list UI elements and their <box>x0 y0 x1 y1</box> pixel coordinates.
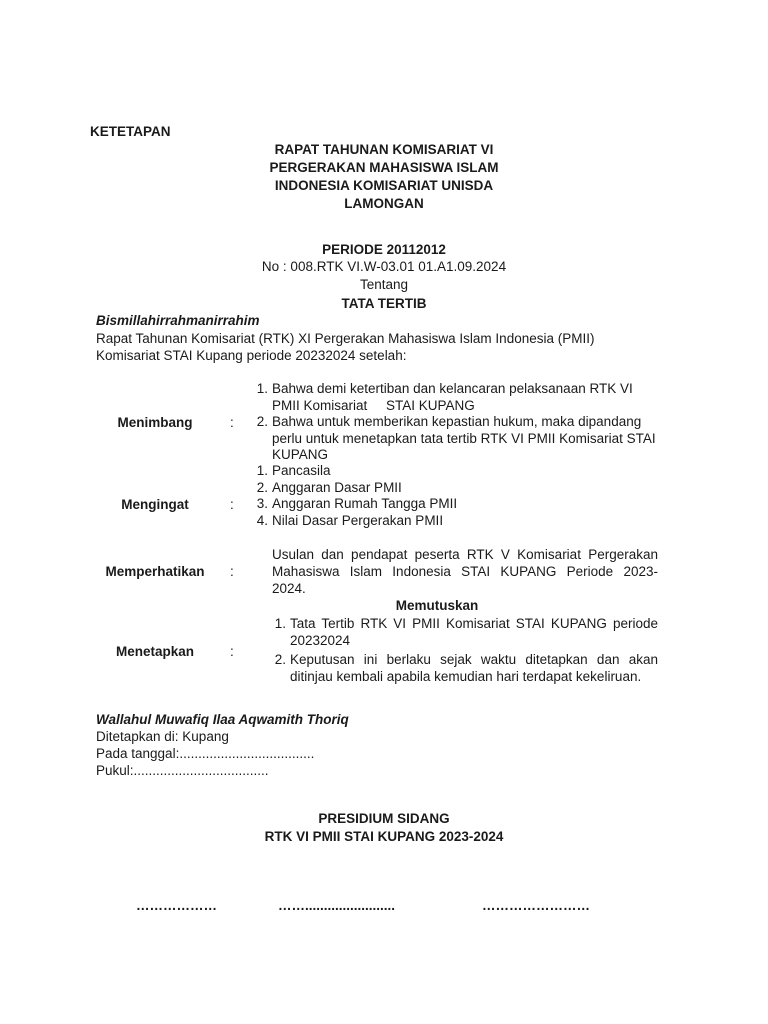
mengingat-label: Mengingat <box>121 497 189 512</box>
list-line: PMII Komisariat STAI KUPANG <box>272 397 475 413</box>
pada-tanggal: Pada tanggal:.................................... <box>96 746 315 761</box>
signature-line: …………………… <box>482 898 590 913</box>
list-line: 20232024 <box>290 633 351 648</box>
list-item <box>256 381 662 414</box>
list-line: Keputusan ini berlaku sejak waktu ditetapkan dan akan <box>290 652 658 667</box>
list-text: Anggaran Rumah Tangga PMII <box>272 496 458 511</box>
colon: : <box>230 415 234 430</box>
memutuskan-heading: Memutuskan <box>395 598 479 613</box>
colon: : <box>230 497 234 512</box>
signature-line: ……………… <box>136 898 217 913</box>
list-number: 1. <box>256 381 268 396</box>
signature-line: ……........................ <box>278 898 396 913</box>
list-number: 1. <box>256 463 268 478</box>
subject-title: TATA TERTIB <box>341 296 427 311</box>
text-line: Usulan dan pendapat peserta RTK V Komisariat Pergerakan <box>272 547 658 562</box>
list-item <box>256 479 662 497</box>
mengingat-list <box>256 463 662 529</box>
periode: PERIODE 20112012 <box>322 242 446 257</box>
list-item <box>274 615 658 649</box>
list-item <box>274 651 658 685</box>
colon: : <box>230 644 234 659</box>
text-line: Mahasiswa Islam Indonesia STAI KUPANG Periode 2023- <box>272 564 658 579</box>
list-item <box>256 496 662 513</box>
menetapkan-list <box>274 615 658 685</box>
menimbang-list <box>256 381 662 464</box>
ditetapkan-di: Ditetapkan di: Kupang <box>96 729 229 744</box>
pukul: Pukul:.................................... <box>96 763 269 778</box>
title-line: PERGERAKAN MAHASISWA ISLAM <box>269 160 499 175</box>
list-line: perlu untuk menetapkan tata tertib RTK VI PMII Komisariat STAI <box>272 430 656 446</box>
list-line: ditinjau kembali apabila kemudian hari terdapat kekeliruan. <box>290 669 642 684</box>
document-title <box>0 141 768 213</box>
list-line: KUPANG <box>272 447 329 462</box>
list-number: 2. <box>256 414 268 429</box>
list-number: 2. <box>256 479 268 495</box>
list-text: Pancasila <box>272 463 331 478</box>
presidium-subtitle: RTK VI PMII STAI KUPANG 2023-2024 <box>264 829 504 844</box>
document-number: No : 008.RTK VI.W-03.01 01.A1.09.2024 <box>261 259 507 274</box>
list-item <box>256 463 662 480</box>
closing-salam: Wallahul Muwafiq Ilaa Aqwamith Thoriq <box>96 712 349 727</box>
document-heading: KETETAPAN <box>90 124 171 139</box>
basmalah: Bismillahirrahmanirrahim <box>96 313 260 328</box>
list-number: 1. <box>274 616 286 631</box>
list-line: Tata Tertib RTK VI PMII Komisariat STAI KUPANG periode <box>290 616 658 631</box>
colon: : <box>230 564 234 579</box>
list-number: 4. <box>256 512 268 528</box>
memperhatikan-text <box>272 546 658 597</box>
tentang-label: Tentang <box>359 277 409 292</box>
list-text: Nilai Dasar Pergerakan PMII <box>272 512 444 528</box>
menimbang-label: Menimbang <box>117 415 193 430</box>
list-number: 3. <box>256 496 268 511</box>
memperhatikan-label: Memperhatikan <box>105 564 205 579</box>
list-line: Bahwa untuk memberikan kepastian hukum, maka dipandang <box>272 414 642 429</box>
text-line: 2024. <box>272 581 306 596</box>
intro-line: Komisariat STAI Kupang periode 20232024 setelah: <box>96 348 407 363</box>
list-item <box>256 414 662 464</box>
title-line: LAMONGAN <box>344 196 424 211</box>
list-line: Bahwa demi ketertiban dan kelancaran pelaksanaan RTK VI <box>272 381 633 396</box>
list-item <box>256 512 662 530</box>
presidium-title: PRESIDIUM SIDANG <box>318 811 450 826</box>
intro-line: Rapat Tahunan Komisariat (RTK) XI Pergerakan Mahasiswa Islam Indonesia (PMII) <box>96 331 595 346</box>
menetapkan-label: Menetapkan <box>115 644 195 659</box>
title-line: RAPAT TAHUNAN KOMISARIAT VI <box>274 142 494 157</box>
list-number: 2. <box>274 652 286 667</box>
list-text: Anggaran Dasar PMII <box>272 479 402 495</box>
title-line: INDONESIA KOMISARIAT UNISDA <box>274 178 494 193</box>
